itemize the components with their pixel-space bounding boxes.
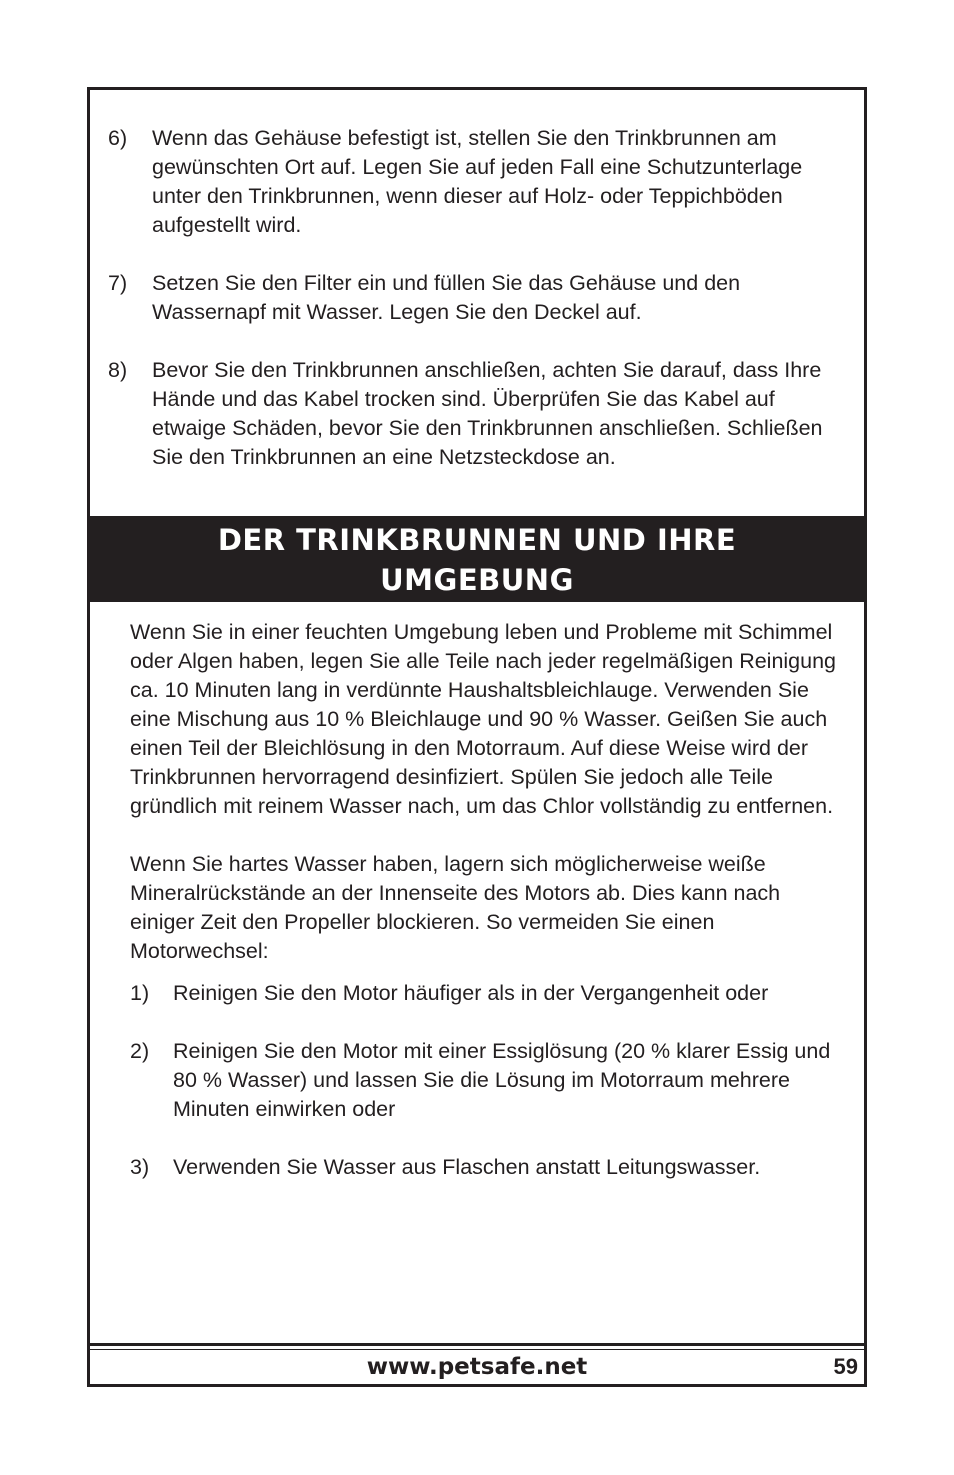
tip-text: Reinigen Sie den Motor häufiger als in der Vergangenheit oder — [173, 981, 769, 1005]
website-url: www.petsafe.net — [366, 1354, 588, 1380]
setup-step-7 — [108, 269, 843, 327]
step-number: 6) — [108, 126, 128, 150]
step-number: 7) — [108, 271, 128, 295]
environment-section — [130, 618, 850, 1211]
hard-water-paragraph: Wenn Sie hartes Wasser haben, lagern sich möglicherweise weiße Mineralrückstände an der Innenseite des Motors ab. Dies kann nach einiger Zeit den Propeller blockieren. So vermeiden Sie einen Motorwechsel: — [130, 852, 781, 963]
page-footer — [90, 1343, 864, 1384]
tip-item-1 — [130, 979, 850, 1008]
tip-number: 3) — [130, 1155, 150, 1179]
hard-water-tips-list — [130, 979, 850, 1182]
tip-item-3 — [130, 1153, 850, 1182]
setup-step-6 — [108, 124, 843, 240]
tip-text: Verwenden Sie Wasser aus Flaschen anstatt Leitungswasser. — [173, 1155, 761, 1179]
section-heading-line-2: UMGEBUNG — [380, 563, 574, 597]
step-text: Wenn das Gehäuse befestigt ist, stellen Sie den Trinkbrunnen am gewünschten Ort auf. Legen Sie auf jeden Fall eine Schutzunterlage unter den Trinkbrunnen, wenn dieser auf Holz- oder Teppichböden aufgestellt wird. — [152, 126, 803, 237]
step-number: 8) — [108, 358, 128, 382]
footer-inner-rule — [90, 1349, 864, 1385]
step-text: Setzen Sie den Filter ein und füllen Sie das Gehäuse und den Wassernapf mit Wasser. Legen Sie den Deckel auf. — [152, 271, 741, 324]
page-frame — [87, 87, 867, 1387]
tip-number: 2) — [130, 1039, 150, 1063]
humidity-paragraph: Wenn Sie in einer feuchten Umgebung leben und Probleme mit Schimmel oder Algen haben, legen Sie alle Teile nach jeder regelmäßigen Reinigung ca. 10 Minuten lang in verdünnte Haushaltsbleichlauge. Verwenden Sie eine Mischung aus 10 % Bleichlauge und 90 % Wasser. Geißen Sie auch einen Teil der Bleichlösung in den Motorraum. Auf diese Weise wird der Trinkbrunnen hervorragend desinfiziert. Spülen Sie jedoch alle Teile gründlich mit reinem Wasser nach, um das Chlor vollständig zu entfernen. — [130, 620, 837, 818]
tip-text: Reinigen Sie den Motor mit einer Essiglösung (20 % klarer Essig und 80 % Wasser) und lassen Sie die Lösung im Motorraum mehrere Minuten einwirken oder — [173, 1039, 831, 1121]
step-text: Bevor Sie den Trinkbrunnen anschließen, achten Sie darauf, dass Ihre Hände und das Kabel trocken sind. Überprüfen Sie das Kabel auf etwaige Schäden, bevor Sie den Trinkbrunnen anschließen. Schließen Sie den Trinkbrunnen an eine Netzsteckdose an. — [152, 358, 823, 469]
tip-number: 1) — [130, 981, 150, 1005]
setup-steps-list — [108, 124, 843, 501]
tip-item-2 — [130, 1037, 850, 1124]
section-heading-banner — [90, 516, 864, 602]
section-heading-line-1: DER TRINKBRUNNEN UND IHRE — [217, 523, 737, 557]
setup-step-8 — [108, 356, 843, 472]
page-number: 59 — [833, 1354, 858, 1379]
